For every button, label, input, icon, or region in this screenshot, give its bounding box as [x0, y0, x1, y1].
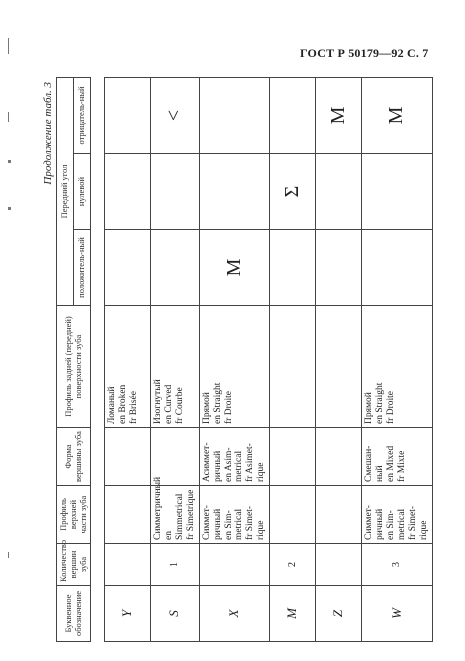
row-designation: X	[199, 586, 270, 642]
row-top-profile: Симметричный en Simmetrical fr Simetrique	[151, 486, 200, 544]
row-tip-count	[199, 544, 270, 586]
scan-mark	[8, 112, 9, 122]
table-row	[362, 78, 433, 642]
rotated-page	[38, 78, 429, 642]
scan-mark	[8, 38, 9, 54]
continuation-note: Продолжение табл. 3	[42, 82, 54, 185]
row-designation: Z	[316, 586, 362, 642]
table-row	[316, 78, 362, 642]
header-tip-count: Количество вершин зуба	[57, 544, 91, 586]
row-tip-shape: Асиммет-ричный en Asim-metrical fr Asimet-rique	[199, 428, 270, 486]
row-back-profile: Прямой en Straight fr Droite	[199, 306, 270, 428]
row-negative: M	[362, 78, 433, 154]
page-header: ГОСТ Р 50179—92 С. 7	[300, 46, 429, 60]
row-tip-shape	[316, 428, 362, 486]
row-back-profile: Прямой en Straight fr Droite	[362, 306, 433, 428]
table-row	[199, 78, 270, 642]
table-row	[105, 78, 151, 642]
row-designation: W	[362, 586, 433, 642]
row-back-profile: Ломаный en Broken fr Brisée	[105, 306, 151, 428]
row-negative	[199, 78, 270, 154]
row-negative: <	[151, 78, 200, 154]
table-row	[270, 78, 316, 642]
row-negative: M	[316, 78, 362, 154]
row-tip-shape	[105, 428, 151, 486]
row-positive: M	[199, 230, 270, 306]
row-designation: Y	[105, 586, 151, 642]
header-designation: Буквенное обозначение	[57, 586, 91, 642]
header-positive: положитель-ный	[74, 230, 91, 306]
header-back-profile: Профиль задней (передней) поверхности зуба	[57, 306, 91, 428]
row-top-profile	[105, 486, 151, 544]
tooth-profile-table	[56, 77, 91, 642]
row-positive	[151, 230, 200, 306]
row-top-profile: Симмет-ричный en Sim-metrical fr Simet-rique	[362, 486, 433, 544]
header-front-angle: Передний угол	[57, 77, 74, 305]
scan-mark	[8, 160, 11, 163]
table-row	[151, 78, 200, 642]
row-positive	[362, 230, 433, 306]
row-zero	[316, 154, 362, 230]
row-tip-count	[105, 544, 151, 586]
row-top-profile: Симмет-ричный en Sim-metrical fr Simet-rique	[199, 486, 270, 544]
row-top-profile	[316, 486, 362, 544]
tooth-profile-body	[104, 77, 433, 642]
header-top-profile: Профиль верхней части зуба	[57, 486, 91, 544]
header-tip-shape: Форма вершины зуба	[57, 428, 91, 486]
row-zero	[105, 154, 151, 230]
row-designation: M	[270, 586, 316, 642]
row-tip-shape	[270, 428, 316, 486]
row-positive	[316, 230, 362, 306]
row-zero	[199, 154, 270, 230]
row-tip-shape: Смешан-ный en Mixed fr Mixte	[362, 428, 433, 486]
row-back-profile: Изогнутый en Curved fr Courbe	[151, 306, 200, 428]
scan-mark	[8, 207, 11, 210]
row-negative	[105, 78, 151, 154]
row-top-profile	[270, 486, 316, 544]
row-tip-count: 3	[362, 544, 433, 586]
rotated-table-area	[38, 78, 429, 642]
row-back-profile	[270, 306, 316, 428]
row-tip-count	[316, 544, 362, 586]
row-tip-count: 2	[270, 544, 316, 586]
header-negative: отрицатель-ный	[74, 77, 91, 153]
row-zero	[151, 154, 200, 230]
row-tip-count: 1	[151, 544, 200, 586]
row-positive	[105, 230, 151, 306]
row-positive	[270, 230, 316, 306]
header-zero: нулевой	[74, 154, 91, 230]
row-zero	[362, 154, 433, 230]
row-negative	[270, 78, 316, 154]
scan-mark	[8, 552, 9, 558]
row-zero: Σ	[270, 154, 316, 230]
row-back-profile	[316, 306, 362, 428]
header-row	[57, 77, 74, 641]
row-designation: S	[151, 586, 200, 642]
